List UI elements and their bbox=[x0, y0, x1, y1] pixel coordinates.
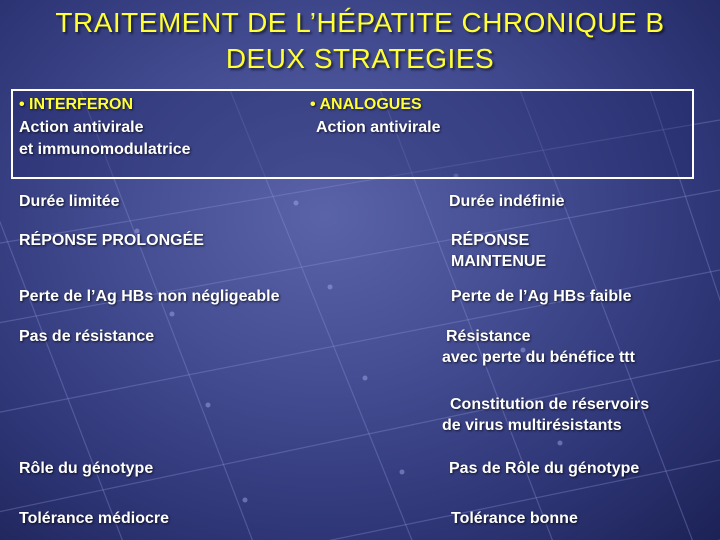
analogues-resistance-line2: avec perte du bénéfice ttt bbox=[442, 349, 635, 366]
analogues-tolerance: Tolérance bonne bbox=[451, 510, 578, 527]
interferon-genotype: Rôle du génotype bbox=[19, 460, 154, 477]
page-title: TRAITEMENT DE L’HÉPATITE CHRONIQUE B bbox=[55, 7, 665, 38]
interferon-action-line1: Action antivirale bbox=[19, 119, 144, 136]
analogues-duration: Durée indéfinie bbox=[449, 193, 565, 210]
analogues-genotype: Pas de Rôle du génotype bbox=[449, 460, 640, 477]
analogues-action: Action antivirale bbox=[316, 119, 441, 136]
interferon-action-line2: et immunomodulatrice bbox=[19, 141, 191, 158]
page-subtitle: DEUX STRATEGIES bbox=[225, 43, 495, 74]
analogues-resistance-line1: Résistance bbox=[446, 328, 531, 345]
analogues-heading: • ANALOGUES bbox=[310, 96, 422, 113]
analogues-response-line2: MAINTENUE bbox=[451, 253, 547, 270]
analogues-reservoir-line1: Constitution de réservoirs bbox=[450, 396, 650, 413]
interferon-tolerance: Tolérance médiocre bbox=[19, 510, 169, 527]
analogues-response-line1: RÉPONSE bbox=[451, 232, 530, 249]
analogues-reservoir-line2: de virus multirésistants bbox=[442, 417, 622, 434]
interferon-duration: Durée limitée bbox=[19, 193, 120, 210]
interferon-heading: • INTERFERON bbox=[19, 96, 134, 113]
interferon-hbs-loss: Perte de l’Ag HBs non négligeable bbox=[19, 288, 280, 305]
analogues-hbs-loss: Perte de l’Ag HBs faible bbox=[451, 288, 632, 305]
interferon-resistance: Pas de résistance bbox=[19, 328, 155, 345]
interferon-response: RÉPONSE PROLONGÉE bbox=[19, 232, 204, 249]
